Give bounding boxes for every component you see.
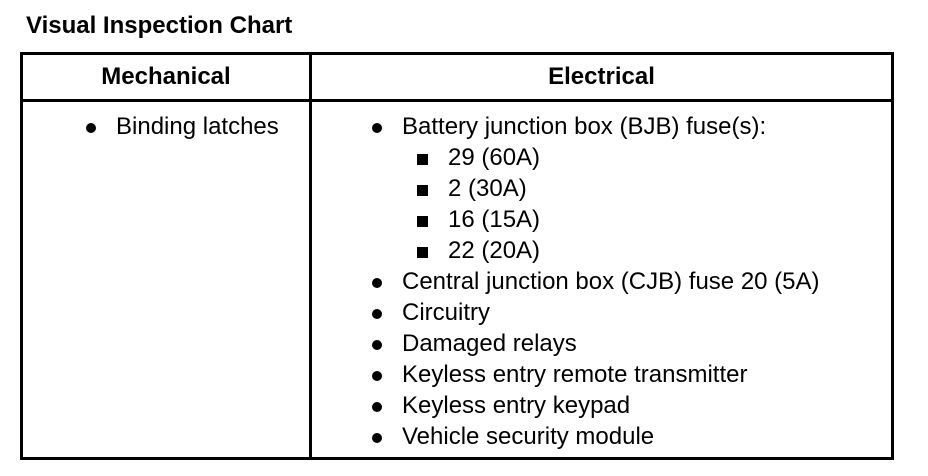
list-item <box>367 390 820 421</box>
square-bullet-icon <box>417 216 428 227</box>
sub-list-item-label: 2 (30A) <box>448 175 527 202</box>
list-item-label: Keyless entry keypad <box>402 392 631 419</box>
list-item-label: Damaged relays <box>402 330 577 357</box>
list-item-label: Keyless entry remote transmitter <box>402 361 748 388</box>
list-item <box>367 111 820 266</box>
list-item-label: Circuitry <box>402 299 490 326</box>
round-bullet-icon <box>372 340 382 350</box>
sub-list-item <box>367 142 820 173</box>
sub-list-item <box>367 204 820 235</box>
list-item <box>367 328 820 359</box>
list-item-label: Binding latches <box>116 113 279 140</box>
list-item <box>367 421 820 452</box>
mechanical-list <box>81 111 279 142</box>
round-bullet-icon <box>372 309 382 319</box>
sub-list-item <box>367 173 820 204</box>
list-item <box>81 111 279 142</box>
list-item <box>367 359 820 390</box>
round-bullet-icon <box>372 371 382 381</box>
electrical-list <box>367 111 820 452</box>
round-bullet-icon <box>372 278 382 288</box>
header-electrical: Electrical <box>548 63 655 90</box>
sub-list-item-label: 16 (15A) <box>448 206 541 233</box>
square-bullet-icon <box>417 185 428 196</box>
sub-list-item-label: 22 (20A) <box>448 237 541 264</box>
table-header-row <box>23 55 891 102</box>
list-item <box>367 297 820 328</box>
square-bullet-icon <box>417 247 428 258</box>
round-bullet-icon <box>86 123 96 133</box>
list-item-label: Vehicle security module <box>402 423 655 450</box>
square-bullet-icon <box>417 154 428 165</box>
sub-list-item-label: 29 (60A) <box>448 144 541 171</box>
sub-list-item <box>367 235 820 266</box>
inspection-table <box>20 52 894 460</box>
chart-title: Visual Inspection Chart <box>26 12 293 39</box>
fuse-sub-list <box>367 142 820 266</box>
list-item-label: Central junction box (CJB) fuse 20 (5A) <box>402 268 820 295</box>
round-bullet-icon <box>372 402 382 412</box>
round-bullet-icon <box>372 123 382 133</box>
round-bullet-icon <box>372 433 382 443</box>
header-mechanical: Mechanical <box>101 63 231 90</box>
list-item-label: Battery junction box (BJB) fuse(s): <box>402 113 767 140</box>
list-item <box>367 266 820 297</box>
column-divider <box>309 55 312 457</box>
